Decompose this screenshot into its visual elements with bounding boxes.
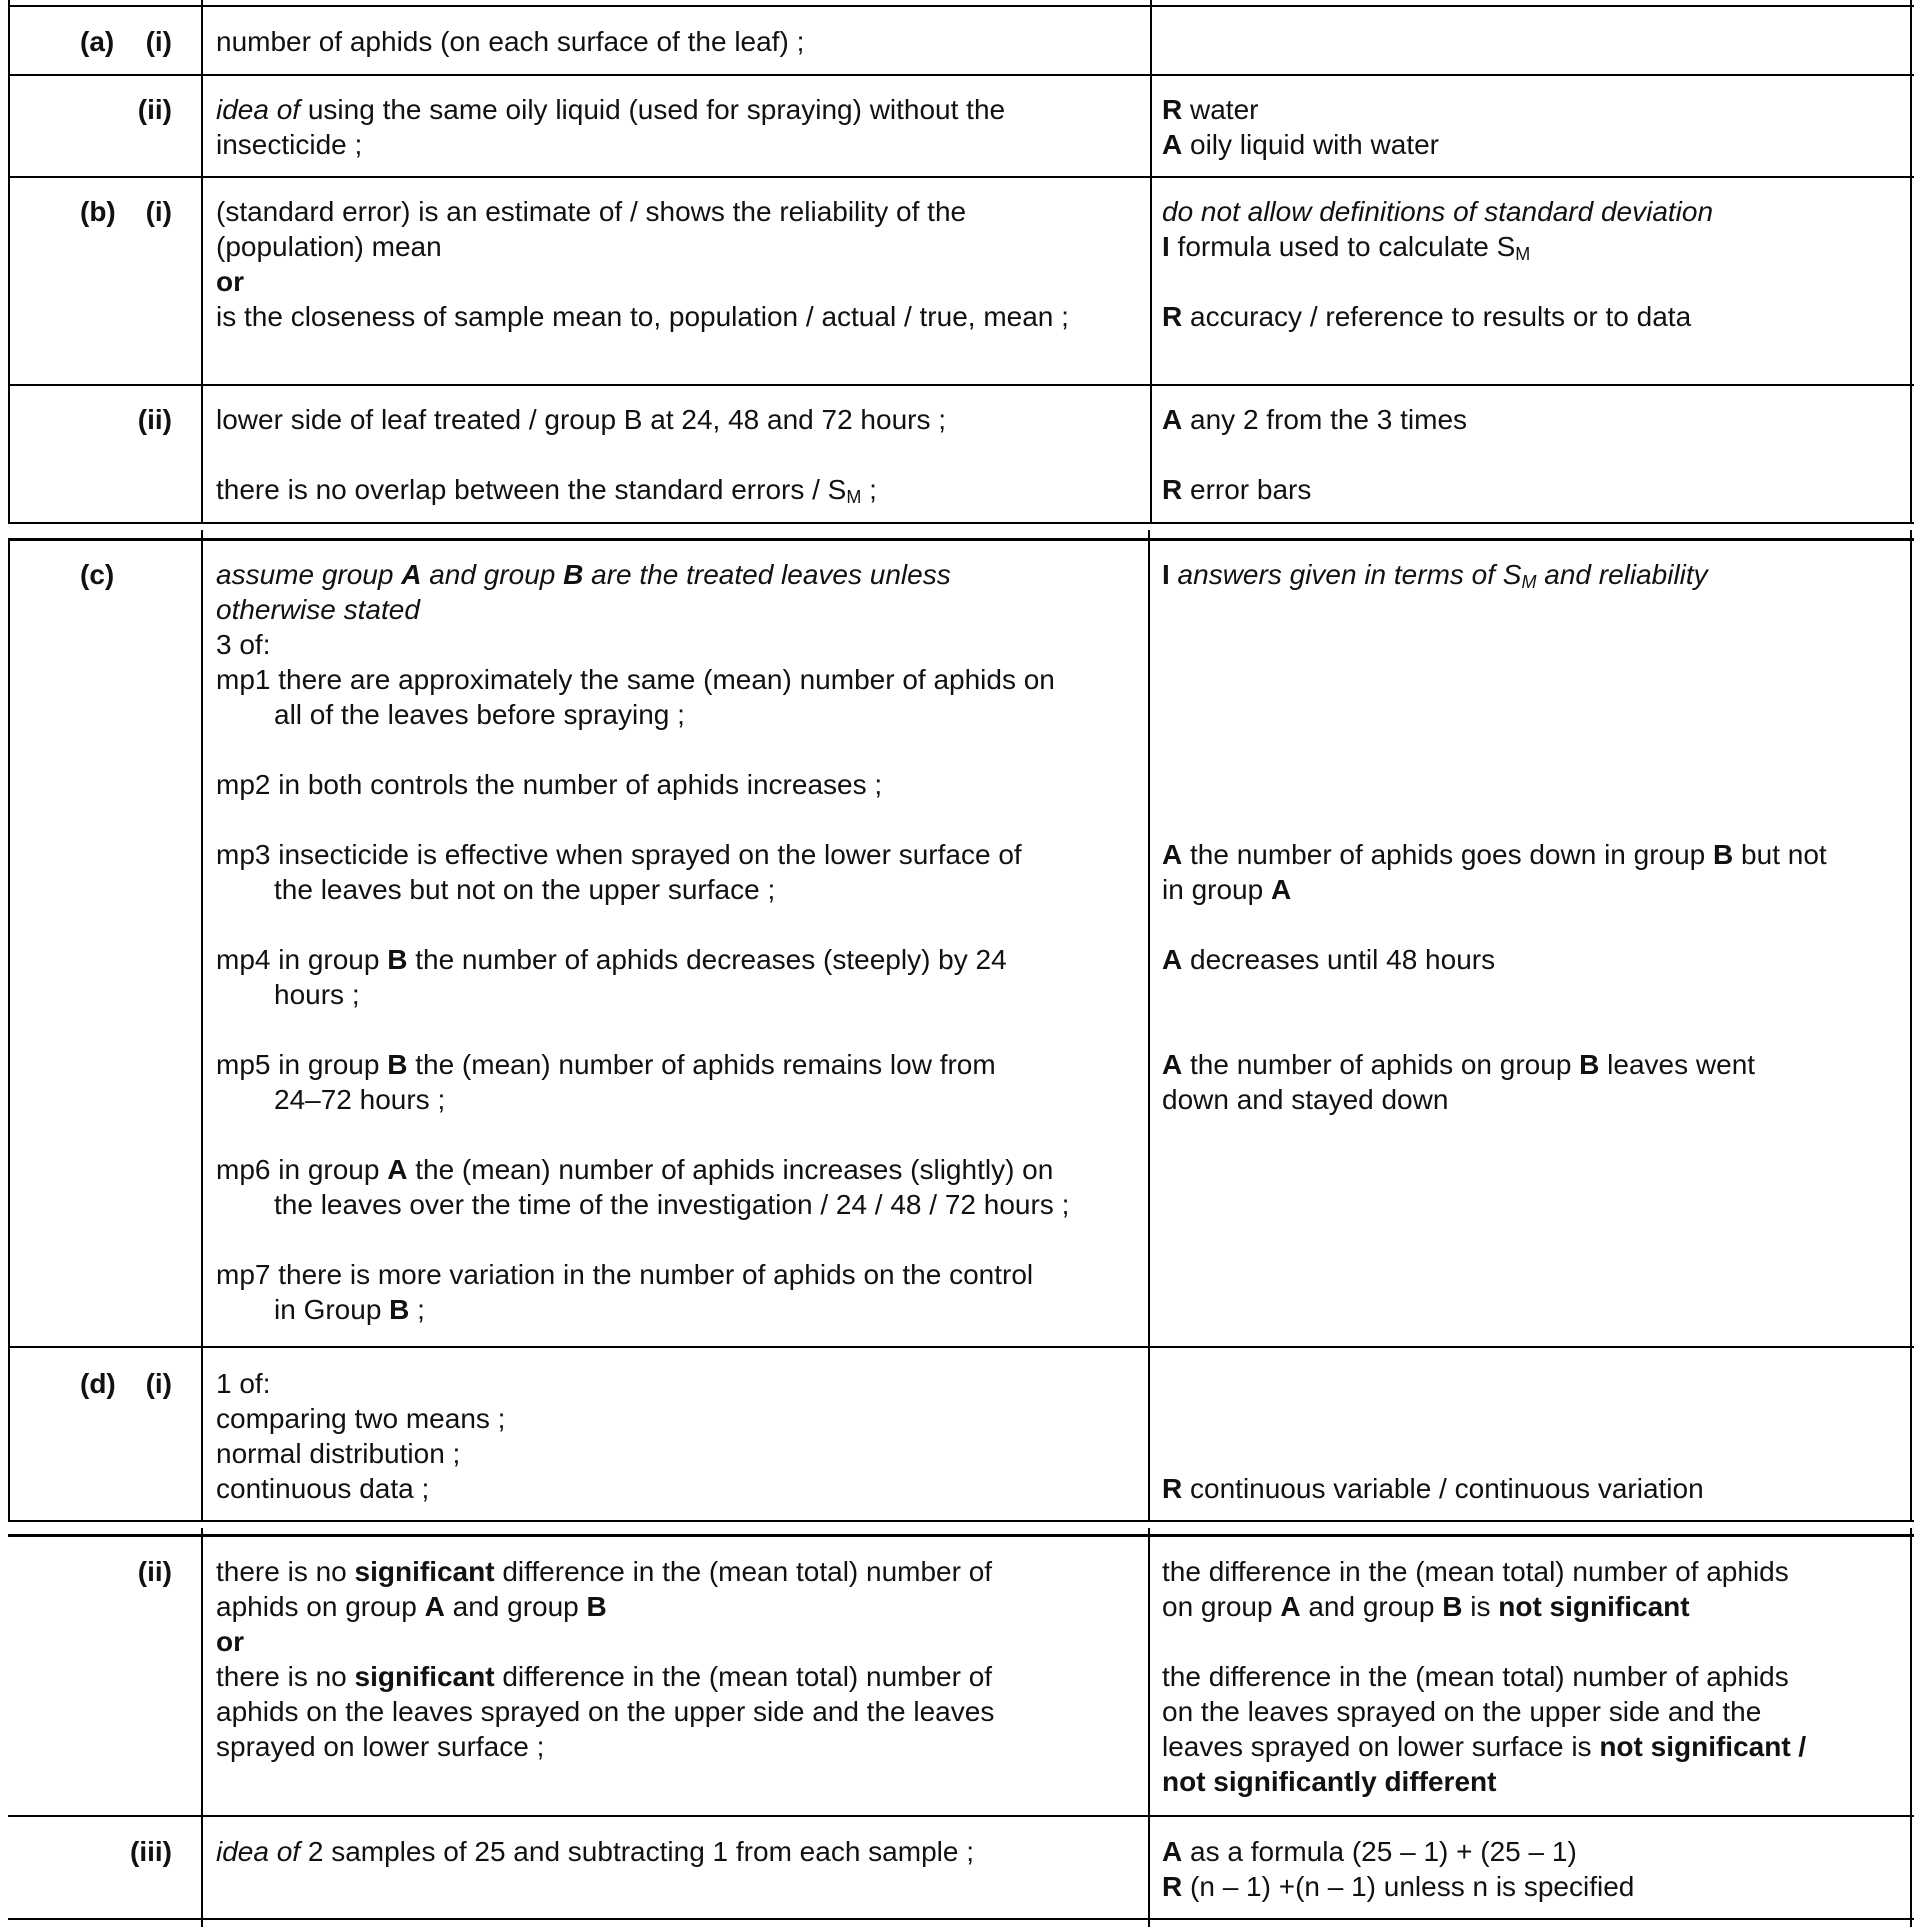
guidance-cell-line (1162, 662, 1827, 697)
guidance-cell (1162, 402, 1467, 507)
text-segment: idea of (216, 94, 301, 125)
text-segment: aphids on group (216, 1591, 425, 1622)
text-segment: but not (1733, 839, 1827, 870)
text-segment: there is no overlap between the standard errors / S (216, 474, 847, 505)
text-segment: not significantly different (1162, 1766, 1497, 1797)
answer-cell-line (216, 1436, 505, 1471)
text-segment: is the closeness of sample mean to, population / actual / true, mean ; (216, 301, 1069, 332)
text-segment: A (1162, 1049, 1183, 1080)
text-segment: number of aphids (on each surface of the leaf) ; (216, 26, 805, 57)
answer-cell-line (216, 1366, 505, 1401)
answer-cell-line (216, 229, 1069, 264)
answer-cell-line (216, 697, 1069, 732)
rule-vertical (1910, 530, 1912, 1522)
text-segment: leaves went (1599, 1049, 1756, 1080)
question-part-label: (c) (80, 559, 115, 590)
guidance-cell-line (1162, 592, 1827, 627)
text-segment: mp4 in group (216, 944, 388, 975)
text-segment: the leaves but not on the upper surface ; (274, 874, 776, 905)
rule-vertical (1910, 0, 1912, 524)
guidance-cell-line (1162, 697, 1827, 732)
text-segment: significant (354, 1556, 495, 1587)
answer-cell-line (216, 1292, 1069, 1327)
text-segment: A (1162, 404, 1183, 435)
answer-cell-line (216, 1012, 1069, 1047)
guidance-cell-line (1162, 437, 1467, 472)
guidance-cell-line (1162, 1764, 1806, 1799)
text-segment: as a formula (25 – 1) + (25 – 1) (1182, 1836, 1577, 1867)
rule-top (8, 5, 1914, 7)
guidance-cell-line (1162, 472, 1467, 507)
guidance-cell-line (1162, 1401, 1704, 1436)
text-segment: and group (444, 1591, 587, 1622)
guidance-cell (1162, 1366, 1704, 1506)
text-segment: B (1713, 839, 1734, 870)
answer-cell-line (216, 299, 1069, 334)
guidance-cell (1162, 194, 1713, 334)
text-segment: leaves sprayed on lower surface is (1162, 1731, 1600, 1762)
answer-cell-line (216, 127, 1005, 162)
text-segment: significant (354, 1661, 495, 1692)
guidance-cell (1162, 1834, 1634, 1904)
text-segment: the number of aphids goes down in group (1182, 839, 1714, 870)
question-part-label: (d) (80, 1368, 116, 1399)
guidance-cell-line (1162, 1366, 1704, 1401)
text-segment: normal distribution ; (216, 1438, 461, 1469)
guidance-cell-line (1162, 732, 1827, 767)
answer-cell-line (216, 437, 946, 472)
answer-cell-line (216, 592, 1069, 627)
text-segment: M (1515, 244, 1531, 264)
text-segment: B (387, 944, 408, 975)
text-segment: 1 of: (216, 1368, 271, 1399)
answer-cell-line (216, 472, 946, 507)
text-segment: R (1162, 301, 1183, 332)
answer-cell-line (216, 1047, 1069, 1082)
text-segment: difference in the (mean total) number of (494, 1556, 993, 1587)
text-segment: (population) mean (216, 231, 442, 262)
rule (8, 1918, 1914, 1920)
text-segment: 2 samples of 25 and subtracting 1 from each sample ; (300, 1836, 974, 1867)
answer-cell (216, 24, 804, 59)
guidance-cell-line (1162, 264, 1713, 299)
guidance-cell-line (1162, 1436, 1704, 1471)
question-subpart-label: (i) (145, 1368, 172, 1399)
text-segment: there is no (216, 1556, 355, 1587)
text-segment: the (mean) number of aphids remains low from (407, 1049, 996, 1080)
answer-cell-line (216, 1401, 505, 1436)
text-segment: are the treated leaves unless (583, 559, 951, 590)
answer-cell-line (216, 1624, 994, 1659)
text-segment: A (1280, 1591, 1301, 1622)
text-segment: (standard error) is an estimate of / shows the reliability of the (216, 196, 967, 227)
text-segment: A (1270, 874, 1292, 905)
text-segment: the leaves over the time of the investigation / 24 / 48 / 72 hours ; (274, 1189, 1070, 1220)
answer-cell-line (216, 977, 1069, 1012)
guidance-cell-line (1162, 872, 1827, 907)
rule-vertical (1148, 530, 1150, 1522)
guidance-cell-line (1162, 194, 1713, 229)
guidance-cell-line (1162, 299, 1713, 334)
text-segment: the number of aphids decreases (steeply) by 24 (407, 944, 1007, 975)
answer-cell (216, 92, 1005, 162)
text-segment: A (387, 1154, 408, 1185)
text-segment: 24–72 hours ; (274, 1084, 446, 1115)
text-segment: A (1162, 839, 1183, 870)
rule (8, 74, 1914, 76)
text-segment: decreases until 48 hours (1182, 944, 1496, 975)
question-subpart-label: (i) (145, 26, 172, 57)
answer-cell-line (216, 662, 1069, 697)
answer-cell (216, 557, 1069, 1327)
text-segment: formula used to calculate S (1169, 231, 1516, 262)
guidance-cell-line (1162, 802, 1827, 837)
rule-section (8, 538, 1914, 541)
text-segment: A (1162, 944, 1183, 975)
guidance-cell (1162, 1554, 1806, 1799)
text-segment: any 2 from the 3 times (1182, 404, 1468, 435)
rule-vertical (201, 1528, 203, 1927)
text-segment: assume group (216, 559, 402, 590)
answer-cell-line (216, 24, 804, 59)
guidance-cell-line (1162, 627, 1827, 662)
question-subpart-label: (ii) (137, 404, 172, 435)
answer-cell-line (216, 194, 1069, 229)
answer-cell-line (216, 1694, 994, 1729)
answer-cell-line (216, 1187, 1069, 1222)
text-segment: there is no (216, 1661, 355, 1692)
guidance-cell-line (1162, 1554, 1806, 1589)
guidance-cell-line (1162, 1659, 1806, 1694)
text-segment: A (401, 559, 422, 590)
question-subpart-label: (iii) (130, 1836, 172, 1867)
text-segment: continuous data ; (216, 1473, 430, 1504)
text-segment: not significant / (1599, 1731, 1807, 1762)
text-segment: B (1579, 1049, 1600, 1080)
text-segment: oily liquid with water (1182, 129, 1440, 160)
text-segment: and reliability (1536, 559, 1708, 590)
answer-cell-line (216, 1659, 994, 1694)
text-segment: I (1162, 559, 1170, 590)
guidance-cell-line (1162, 907, 1827, 942)
rule-vertical (1150, 0, 1152, 524)
text-segment: comparing two means ; (216, 1403, 506, 1434)
text-segment: M (1521, 572, 1537, 592)
text-segment: mp5 in group (216, 1049, 388, 1080)
answer-cell-line (216, 1554, 994, 1589)
text-segment: in Group (274, 1294, 390, 1325)
text-segment: mp2 in both controls the number of aphids increases ; (216, 769, 883, 800)
guidance-cell-line (1162, 977, 1827, 1012)
text-segment: in group (1162, 874, 1271, 905)
guidance-cell-line (1162, 942, 1827, 977)
rule-vertical (8, 0, 10, 524)
answer-cell (216, 1366, 505, 1506)
text-segment: difference in the (mean total) number of (494, 1661, 993, 1692)
question-part-label: (a) (80, 26, 115, 57)
answer-cell-line (216, 264, 1069, 299)
rule (8, 522, 1914, 524)
text-segment: I (1162, 231, 1170, 262)
answer-cell-line (216, 1117, 1069, 1152)
text-segment: ; (409, 1294, 425, 1325)
guidance-cell-line (1162, 1869, 1634, 1904)
answer-cell-line (216, 802, 1069, 837)
answer-cell-line (216, 92, 1005, 127)
text-segment: B (387, 1049, 408, 1080)
guidance-cell-line (1162, 92, 1439, 127)
text-segment: or (216, 1626, 244, 1657)
text-segment: lower side of leaf treated / group B at 24, 48 and 72 hours ; (216, 404, 947, 435)
text-segment: B (389, 1294, 410, 1325)
rule (8, 384, 1914, 386)
guidance-cell-line (1162, 1012, 1827, 1047)
text-segment: A (1162, 1836, 1183, 1867)
text-segment: ; (861, 474, 877, 505)
text-segment: accuracy / reference to results or to data (1182, 301, 1692, 332)
text-segment: continuous variable / continuous variation (1182, 1473, 1704, 1504)
text-segment: on group (1162, 1591, 1281, 1622)
answer-cell-line (216, 1471, 505, 1506)
answer-cell-line (216, 1589, 994, 1624)
answer-cell-line (216, 942, 1069, 977)
text-segment: R (1162, 94, 1183, 125)
answer-cell-line (216, 557, 1069, 592)
text-segment: hours ; (274, 979, 360, 1010)
text-segment: R (1162, 1871, 1183, 1902)
text-segment: B (586, 1591, 607, 1622)
text-segment: water (1182, 94, 1259, 125)
answer-cell (216, 402, 946, 507)
answer-cell-line (216, 872, 1069, 907)
guidance-cell-line (1162, 837, 1827, 872)
answer-cell-line (216, 1222, 1069, 1257)
guidance-cell (1162, 557, 1827, 1117)
rule-vertical (201, 530, 203, 1522)
guidance-cell-line (1162, 1082, 1827, 1117)
text-segment: down and stayed down (1162, 1084, 1449, 1115)
guidance-cell-line (1162, 1694, 1806, 1729)
rule (8, 176, 1914, 178)
answer-cell-line (216, 1257, 1069, 1292)
answer-cell-line (216, 1152, 1069, 1187)
text-segment: is (1462, 1591, 1499, 1622)
text-segment: insecticide ; (216, 129, 363, 160)
rule-vertical (1148, 1528, 1150, 1927)
text-segment: mp6 in group (216, 1154, 388, 1185)
answer-cell-line (216, 1082, 1069, 1117)
guidance-cell-line (1162, 1471, 1704, 1506)
text-segment: mp7 there is more variation in the number of aphids on the control (216, 1259, 1034, 1290)
guidance-cell-line (1162, 1047, 1827, 1082)
text-segment: idea of (216, 1836, 301, 1867)
text-segment: all of the leaves before spraying ; (274, 699, 685, 730)
text-segment: not significant (1498, 1591, 1690, 1622)
question-subpart-label: (i) (145, 196, 172, 227)
text-segment: the difference in the (mean total) number of aphids (1162, 1556, 1789, 1587)
text-segment: on the leaves sprayed on the upper side and the (1162, 1696, 1762, 1727)
text-segment: sprayed on lower surface ; (216, 1731, 545, 1762)
text-segment: 3 of: (216, 629, 271, 660)
text-segment: the difference in the (mean total) number of aphids (1162, 1661, 1789, 1692)
guidance-cell-line (1162, 402, 1467, 437)
guidance-cell-line (1162, 229, 1713, 264)
text-segment: R (1162, 1473, 1183, 1504)
text-segment: aphids on the leaves sprayed on the upper side and the leaves (216, 1696, 995, 1727)
guidance-cell-line (1162, 767, 1827, 802)
question-subpart-label: (ii) (137, 1556, 172, 1587)
guidance-cell (1162, 92, 1439, 162)
guidance-cell-line (1162, 1834, 1634, 1869)
rule (8, 1346, 1914, 1348)
rule-section (8, 1534, 1914, 1537)
text-segment: the (mean) number of aphids increases (slightly) on (407, 1154, 1054, 1185)
answer-cell-line (216, 402, 946, 437)
answer-cell-line (216, 907, 1069, 942)
text-segment: otherwise stated (216, 594, 420, 625)
question-part-label: (b) (80, 196, 116, 227)
answer-cell-line (216, 767, 1069, 802)
rule-vertical (201, 0, 203, 524)
text-segment: answers given in terms of S (1169, 559, 1522, 590)
text-segment: do not allow definitions of standard deviation (1162, 196, 1714, 227)
answer-cell (216, 1554, 994, 1764)
text-segment: (n – 1) +(n – 1) unless n is specified (1182, 1871, 1635, 1902)
answer-cell (216, 1834, 974, 1869)
question-subpart-label: (ii) (137, 94, 172, 125)
answer-cell-line (216, 627, 1069, 662)
text-segment: or (216, 266, 244, 297)
text-segment: R (1162, 474, 1183, 505)
guidance-cell-line (1162, 1624, 1806, 1659)
answer-cell-line (216, 732, 1069, 767)
text-segment: and group (421, 559, 564, 590)
text-segment: B (563, 559, 584, 590)
rule-vertical (8, 538, 10, 1522)
rule (8, 1815, 1914, 1817)
answer-cell (216, 194, 1069, 334)
guidance-cell-line (1162, 127, 1439, 162)
guidance-cell-line (1162, 557, 1827, 592)
text-segment: A (424, 1591, 445, 1622)
text-segment: and group (1300, 1591, 1443, 1622)
text-segment: error bars (1182, 474, 1312, 505)
guidance-cell-line (1162, 1589, 1806, 1624)
text-segment: M (846, 487, 862, 507)
text-segment: the number of aphids on group (1182, 1049, 1580, 1080)
text-segment: A (1162, 129, 1183, 160)
text-segment: mp1 there are approximately the same (mean) number of aphids on (216, 664, 1055, 695)
text-segment: B (1442, 1591, 1463, 1622)
text-segment: mp3 insecticide is effective when sprayed on the lower surface of (216, 839, 1022, 870)
guidance-cell-line (1162, 1729, 1806, 1764)
text-segment: using the same oily liquid (used for spraying) without the (300, 94, 1006, 125)
rule-vertical (1910, 1528, 1912, 1927)
answer-cell-line (216, 1729, 994, 1764)
answer-cell-line (216, 837, 1069, 872)
answer-cell-line (216, 1834, 974, 1869)
rule (8, 1520, 1914, 1522)
